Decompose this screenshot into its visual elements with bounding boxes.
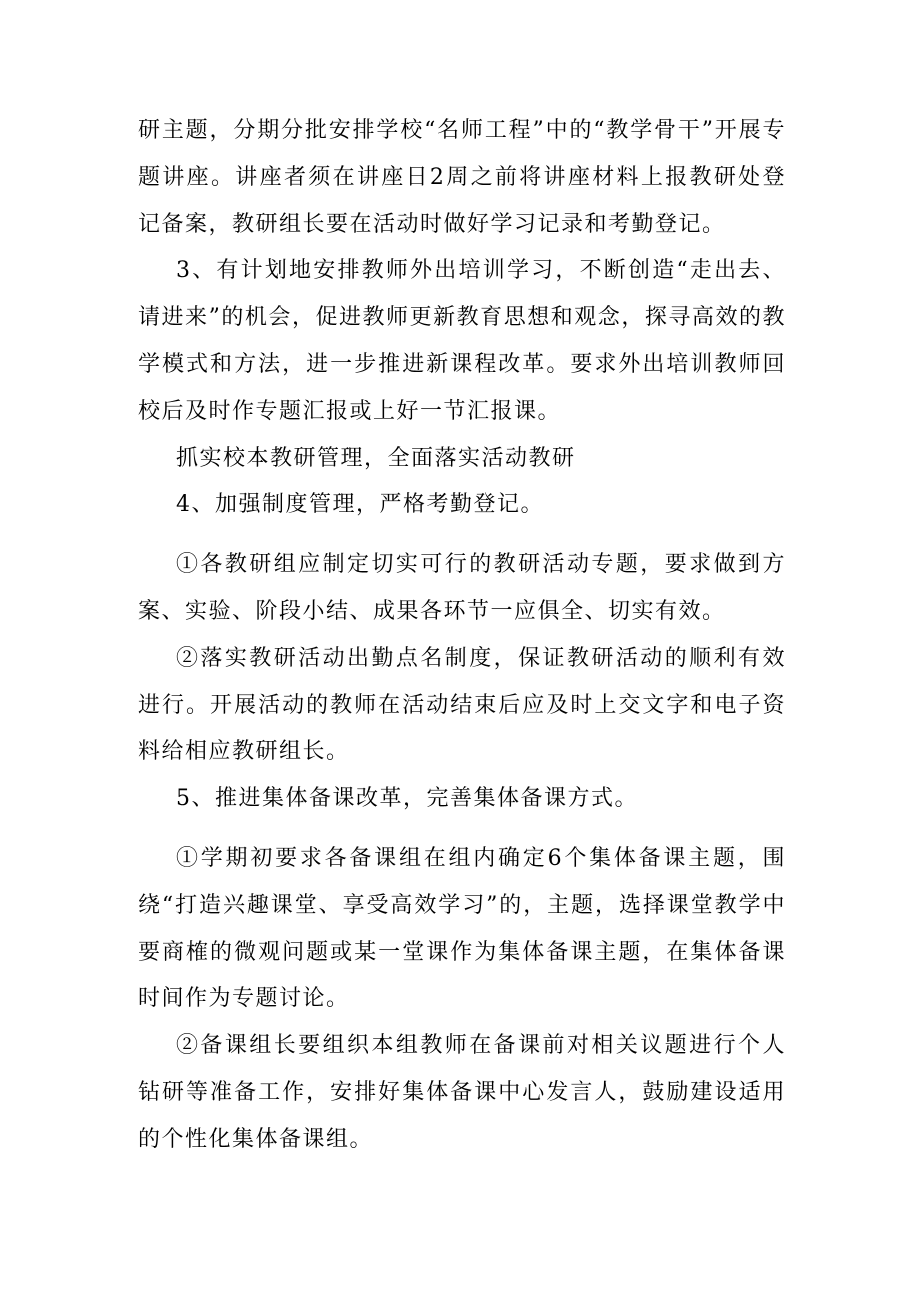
document-body [138, 108, 786, 1164]
paragraph-continuation: 研主题，分期分批安排学校“名师工程”中的“教学骨干”开展专题讲座。讲座者须在讲座日2周之前将讲座材料上报教研处登记备案，教研组长要在活动时做好学习记录和考勤登记。 [138, 118, 786, 237]
paragraph-item-5-sub-2: ②备课组长要组织本组教师在备课前对相关议题进行个人钻研等准备工作，安排好集体备课中心发言人，鼓励建设适用的个性化集体备课组。 [138, 1033, 786, 1152]
paragraph-item-3: 3、有计划地安排教师外出培训学习，不断创造“走出去、请进来”的机会，促进教师更新教育思想和观念，探寻高效的教学模式和方法，进一步推进新课程改革。要求外出培训教师回校后及时作专题汇报或上好一节汇报课。 [138, 258, 786, 424]
paragraph-item-4-sub-2: ②落实教研活动出勤点名制度，保证教研活动的顺利有效进行。开展活动的教师在活动结束后应及时上交文字和电子资料给相应教研组长。 [138, 645, 786, 765]
spacer [138, 529, 786, 542]
paragraph-item-5: 5、推进集体备课改革，完善集体备课方式。 [176, 786, 638, 812]
spacer [138, 823, 786, 836]
paragraph-item-4: 4、加强制度管理，严格考勤登记。 [176, 492, 544, 518]
paragraph-item-4-sub-1: ①各教研组应制定切实可行的教研活动专题，要求做到方案、实验、阶段小结、成果各环节一应俱全、切实有效。 [138, 552, 786, 624]
section-heading: 抓实校本教研管理，全面落实活动教研 [176, 445, 576, 471]
paragraph-item-5-sub-1: ①学期初要求各备课组在组内确定6个集体备课主题，围绕“打造兴趣课堂、享受高效学习”的，主题，选择课堂教学中要商榷的微观问题或某一堂课作为集体备课主题，在集体备课时间作为专题讨论。 [138, 845, 786, 1012]
